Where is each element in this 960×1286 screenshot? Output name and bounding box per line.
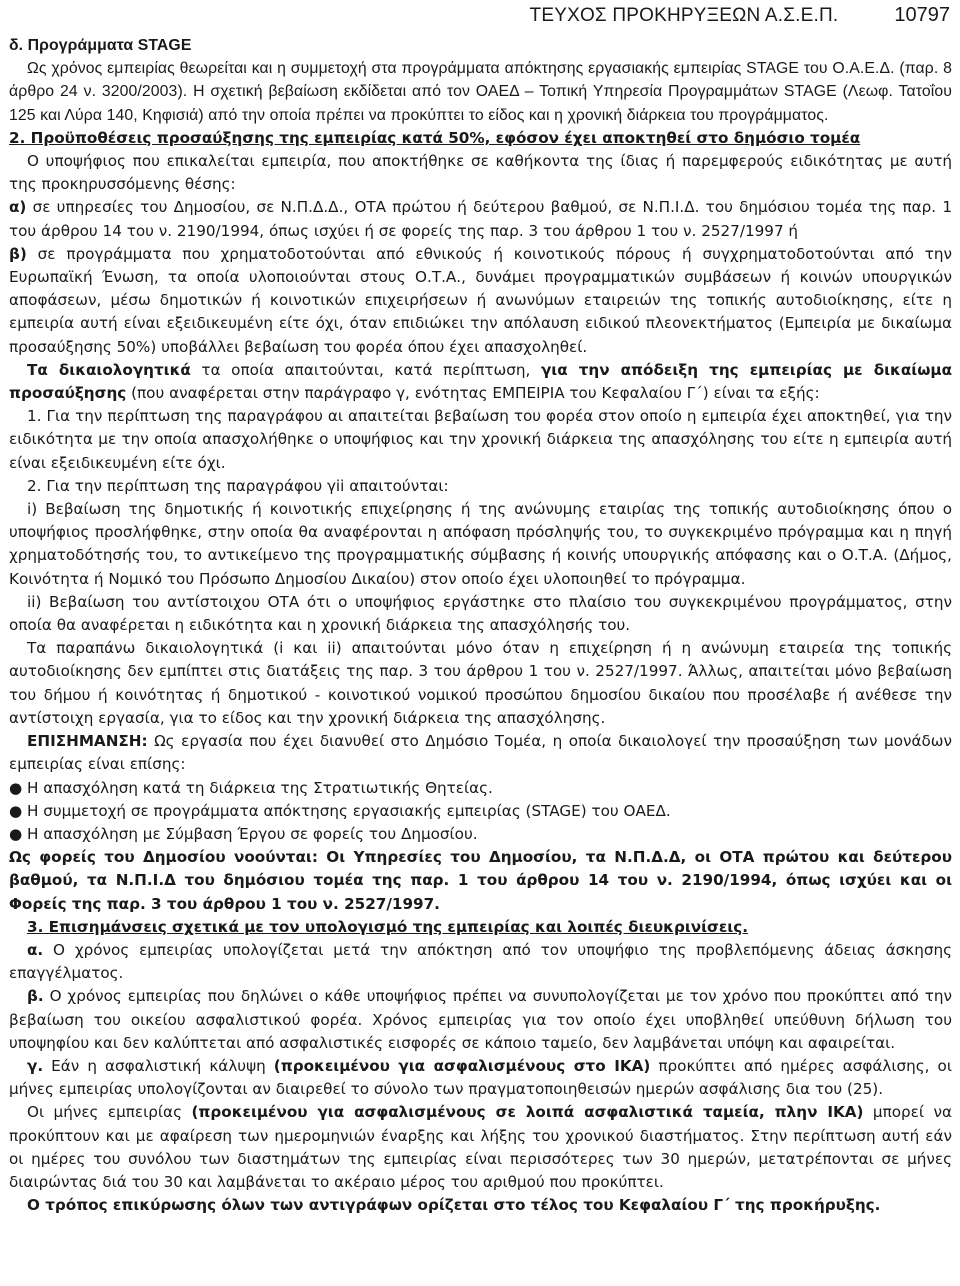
page-header [9, 0, 952, 34]
item-a-label: α. [27, 940, 44, 959]
item-a-text: Ο χρόνος εμπειρίας υπολογίζεται μετά την απόκτηση από τον υποψήφιο της προβλεπόμενης άδειας άσκησης επαγγέλματος. [9, 940, 952, 983]
list-item-2-ii: ii) Βεβαίωση του αντίστοιχου ΟΤΑ ότι ο υποψήφιος εργάστηκε στο πλαίσιο του συγκεκριμένου προγράμματος, στην οποία θα αναφέρεται η ειδικότητα και η χρονική διάρκεια της απασχόλησής του. [9, 592, 952, 635]
journal-title: ΤΕΥΧΟΣ ΠΡΟΚΗΡΥΞΕΩΝ Α.Σ.Ε.Π. [529, 5, 839, 26]
bullet-icon: ● [9, 778, 23, 797]
section-3 [9, 916, 952, 1218]
section-stage [9, 34, 952, 127]
section-3-item-a [9, 939, 952, 985]
section-2-item-b [9, 243, 952, 359]
note-paragraph [9, 730, 952, 776]
note-label: ΕΠΙΣΗΜΑΝΣΗ: [27, 732, 148, 751]
section-2-heading: 2. Προϋποθέσεις προσαύξησης της εμπειρίας κατά 50%, εφόσον έχει αποκτηθεί στο δημόσιο τομέα [9, 128, 861, 147]
item-c-label: γ. [27, 1056, 44, 1075]
section-2-item-a [9, 196, 952, 242]
bullet-text: Η απασχόληση κατά τη διάρκεια της Στρατιωτικής Θητείας. [27, 778, 493, 797]
bullet-icon: ● [9, 801, 23, 820]
public-bodies-definition: Ως φορείς του Δημοσίου νοούνται: Οι Υπηρεσίες του Δημοσίου, τα Ν.Π.Δ.Δ, οι ΟΤΑ πρώτου και δεύτερου βαθμού, τα Ν.Π.Ι.Δ του δημόσιου τομέα της παρ. 1 του άρθρου 14 του ν. 2190/1994, όπως ισχύει και οι Φορείς της παρ. 3 του άρθρου 1 του ν. 2527/1997. [9, 848, 952, 913]
docs-bold-1: Τα δικαιολογητικά [27, 360, 191, 379]
item-b-label: β) [9, 244, 27, 263]
item-a-label: α) [9, 198, 27, 217]
docs-condition-paragraph: Τα παραπάνω δικαιολογητικά (i και ii) απαιτούνται μόνο όταν η επιχείρηση ή η ανώνυμη εταιρεία της τοπικής αυτοδιοίκησης δεν εμπίπτει στις διατάξεις της παρ. 3 του άρθρου 1 του ν. 2527/1997. Άλλως, απαιτείται μόνο βεβαίωση του δήμου ή κοινότητας ή δημοτικού - κοινοτικού νομικού προσώπου δημοσίου δικαίου που προσέλαβε ή ανέθεσε την αντίστοιχη εργασία, για το είδος και την χρονική διάρκεια της απασχόλησης. [9, 639, 952, 727]
section-3-item-c [9, 1055, 952, 1101]
bullet-icon: ● [9, 824, 23, 843]
docs-text-1: τα οποία απαιτούνται, κατά περίπτωση, [190, 360, 541, 379]
section-3-heading: 3. Επισημάνσεις σχετικά με τον υπολογισμό της εμπειρίας και λοιπές διευκρινίσεις. [27, 917, 748, 936]
list-item [9, 777, 952, 800]
closing-statement: Ο τρόπος επικύρωσης όλων των αντιγράφων ορίζεται στο τέλος του Κεφαλαίου Γ΄ της προκήρυξης. [27, 1196, 881, 1215]
item-b-text: σε προγράμματα που χρηματοδοτούνται από εθνικούς ή κοινοτικούς πόρους ή συγχρηματοδοτούνται από την Ευρωπαϊκή Ένωση, τα οποία υλοποιούνται στους Ο.Τ.Α., δυνάμει προγραμματικών συμβάσεων ή κοινών υπουργικών αποφάσεων, μέσω δημοτικών ή κοινοτικών επιχειρήσεων ή ανωνύμων εταιρειών της τοπικής αυτοδιοίκησης, είτε η εμπειρία αυτή είναι εξειδικευμένη είτε όχι, όταν επιδιώκει την απόλαυση ειδικού πλεονεκτήματος (Εμπειρία με δικαίωμα προσαύξησης 50%) υποβάλλει βεβαίωση του φορέα όπου έχει απασχοληθεί. [9, 244, 952, 356]
list-item-2: 2. Για την περίπτωση της παραγράφου γii απαιτούνται: [27, 476, 449, 495]
list-item-1: 1. Για την περίπτωση της παραγράφου αι απαιτείται βεβαίωση του φορέα στον οποίο η εμπειρία έχει αποκτηθεί, για την ειδικότητα με την οποία απασχολήθηκε ο υποψήφιος και την χρονική διάρκεια της απασχόλησης του είτε η εμπειρία αυτή είναι εξειδικευμένη είτε όχι. [9, 407, 952, 472]
item-c-text-1: Εάν η ασφαλιστική κάλυψη [43, 1056, 274, 1075]
docs-bold-2: για την απόδειξη της εμπειρίας με δικαίωμα προσαύξησης [9, 360, 952, 403]
months-text-2: μπορεί να προκύπτουν και με αφαίρεση των ημερομηνιών έναρξης και λήξης του χρονικού διαστήματος. Στην περίπτωση αυτή εάν οι ημέρες του συνόλου των διαστημάτων της εμπειρίας είναι περισσότερες των 30 ημερών, μετατρέπονται σε μήνες διαιρώντας διά του 30 και λαμβάνεται το ακέραιο μέρος του αριθμού που προκύπτει. [9, 1103, 952, 1191]
section-stage-heading: δ. Προγράμματα STAGE [9, 37, 192, 54]
section-3-item-b [9, 985, 952, 1055]
months-text-1: Οι μήνες εμπειρίας [27, 1103, 192, 1122]
note-text: Ως εργασία που έχει διανυθεί στο Δημόσιο Τομέα, η οποία δικαιολογεί την προσαύξηση των μονάδων εμπειρίας είναι επίσης: [9, 732, 952, 774]
list-item-2-i: i) Βεβαίωση της δημοτικής ή κοινοτικής επιχείρησης ή της ανώνυμης εταιρίας της τοπικής αυτοδιοίκησης όπου ο υποψήφιος προσλήφθηκε, στην οποία θα αναφέρονται η απόφαση πρόσληψής του, το συγκεκριμένο πρόγραμμα και η πηγή χρηματοδότησής του, το αντικείμενο της προγραμματικής σύμβασης ή κοινής υπουργικής απόφασης και ο Ο.Τ.Α. (Δήμος, Κοινότητα ή Νομικό του Πρόσωπο Δημοσίου Δικαίου) στον οποίο έχει υλοποιηθεί το πρόγραμμα. [9, 500, 952, 588]
list-item [9, 800, 952, 823]
item-b-label: β. [27, 987, 44, 1006]
item-a-text: σε υπηρεσίες του Δημοσίου, σε Ν.Π.Δ.Δ., ΟΤΑ πρώτου ή δεύτερου βαθμού, σε Ν.Π.Ι.Δ. του δημόσιου τομέα της παρ. 1 του άρθρου 14 του ν. 2190/1994, όπως ισχύει ή σε φορείς της παρ. 3 του άρθρου 1 του ν. 2527/1997 ή [9, 198, 952, 240]
item-b-text: Ο χρόνος εμπειρίας που δηλώνει ο κάθε υποψήφιος πρέπει να συνυπολογίζεται με τον χρόνο που προκύπτει από την βεβαίωση του οικείου ασφαλιστικού φορέα. Χρόνος εμπειρίας για τον οποίο έχει υποβληθεί υπεύθυνη δήλωση του υποψηφίου και δεν καλύπτεται από ασφαλιστικές εισφορές σε κάποιο ταμείο, δεν λαμβάνεται υπόψη και αφαιρείται. [9, 987, 952, 1052]
section-stage-body: Ως χρόνος εμπειρίας θεωρείται και η συμμετοχή στα προγράμματα απόκτησης εργασιακής εμπειρίας STAGE του Ο.Α.Ε.Δ. (παρ. 8 άρθρο 24 ν. 3200/2003). Η σχετική βεβαίωση εκδίδεται από τον ΟΑΕΔ – Τοπική Υπηρεσία Προγραμμάτων STAGE (Λεωφ. Τατοΐου 125 και Λύρα 140, Κηφισιά) από την οποία πρέπει να προκύπτει το είδος και η χρονική διάρκεια του προγράμματος. [9, 60, 952, 124]
months-bold: (προκειμένου για ασφαλισμένους σε λοιπά ασφαλιστικά ταμεία, πλην ΙΚΑ) [191, 1103, 864, 1122]
months-paragraph [9, 1101, 952, 1194]
item-c-text-2: προκύπτει από ημέρες ασφάλισης, οι μήνες εμπειρίας υπολογίζονται αν διαιρεθεί το σύνολο των πραγματοποιηθεισών ημερών ασφάλισης δια του (25). [9, 1056, 952, 1099]
item-c-bold: (προκειμένου για ασφαλισμένους στο ΙΚΑ) [273, 1056, 651, 1075]
page-number: 10797 [894, 4, 950, 26]
section-2-intro: Ο υποψήφιος που επικαλείται εμπειρία, που αποκτήθηκε σε καθήκοντα της ίδιας ή παρεμφερούς ειδικότητας με αυτή της προκηρυσσόμενης θέσης: [9, 152, 952, 194]
docs-text-2: (που αναφέρεται στην παράγραφο γ, ενότητας ΕΜΠΕΙΡΙΑ του Κεφαλαίου Γ΄) είναι τα εξής: [126, 384, 820, 403]
section-2 [9, 127, 952, 916]
docs-paragraph [9, 359, 952, 405]
list-item [9, 823, 952, 846]
bullet-text: Η συμμετοχή σε προγράμματα απόκτησης εργασιακής εμπειρίας (STAGE) του ΟΑΕΔ. [27, 801, 671, 820]
bullet-text: Η απασχόληση με Σύμβαση Έργου σε φορείς του Δημοσίου. [27, 824, 478, 843]
